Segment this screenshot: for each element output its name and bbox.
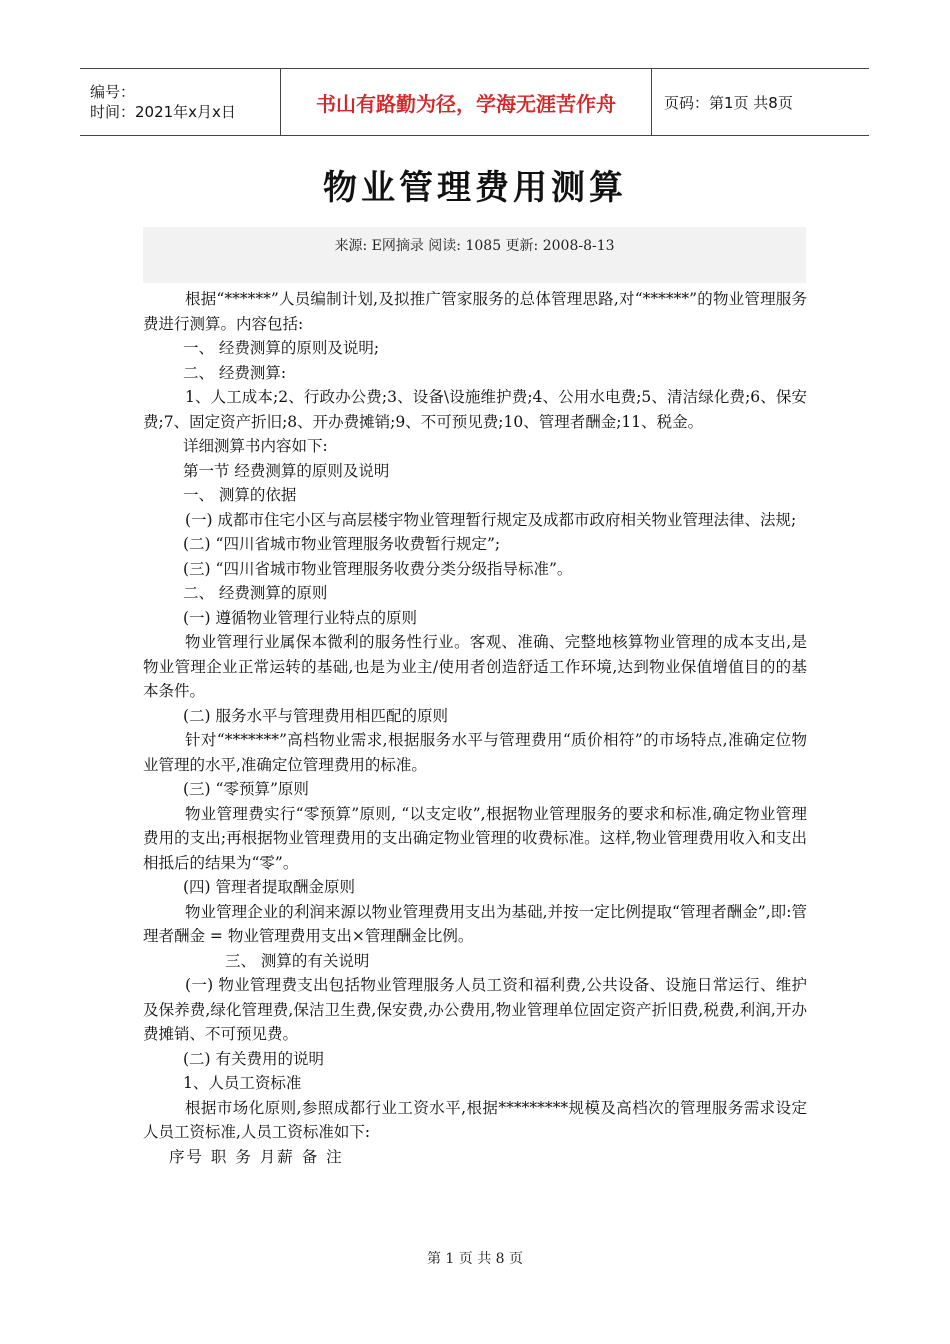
paragraph: (二) 服务水平与管理费用相匹配的原则 — [183, 706, 449, 725]
paragraph: 三、 测算的有关说明 — [225, 951, 370, 970]
paragraph: (三) “零预算”原则 — [183, 780, 309, 798]
document-body — [143, 287, 807, 1169]
source-info-box — [143, 227, 806, 283]
paragraph: 详细测算书内容如下: — [183, 437, 328, 455]
paragraph: 一、 测算的依据 — [183, 486, 297, 504]
paragraph: (一) 物业管理费支出包括物业管理服务人员工资和福利费,公共设备、设施日常运行、维护及保养费,绿化管理费,保洁卫生费,保安费,办公费用,物业管理单位固定资产折旧费,税费,利润,开办费摊销、不可预见费。 — [143, 976, 807, 1043]
source-line: 来源: E网摘录 阅读: 1085 更新: 2008-8-13 — [334, 238, 615, 254]
paragraph: (四) 管理者提取酬金原则 — [183, 878, 356, 896]
document-number: 编号： — [90, 83, 136, 101]
paragraph: 1、人工成本;2、行政办公费;3、设备\设施维护费;4、公用水电费;5、清洁绿化费;6、保安费;7、固定资产折旧;8、开办费摊销;9、不可预见费;10、管理者酬金;11、税金。 — [143, 388, 807, 431]
paragraph: 针对“*******”高档物业需求,根据服务水平与管理费用“质价相符”的市场特点,准确定位物业管理的水平,准确定位管理费用的标准。 — [143, 731, 807, 774]
paragraph: 二、 经费测算: — [183, 363, 287, 382]
header-meta — [80, 69, 281, 135]
document-header — [80, 68, 869, 136]
header-motto — [281, 69, 652, 135]
paragraph: 一、 经费测算的原则及说明; — [183, 339, 380, 357]
paragraph: 序号 职 务 月薪 备 注 — [169, 1147, 344, 1166]
page-info-text: 页码：第1页 共8页 — [664, 93, 793, 112]
paragraph: (二) 有关费用的说明 — [183, 1049, 325, 1068]
paragraph: 根据市场化原则,参照成都行业工资水平,根据*********规模及高档次的管理服务需求设定人员工资标准,人员工资标准如下: — [143, 1098, 807, 1141]
paragraph: 物业管理费实行“零预算”原则, “以支定收”,根据物业管理服务的要求和标准,确定物业管理费用的支出;再根据物业管理费用的支出确定物业管理的收费标准。这样,物业管理费用收入和支出相抵后的结果为“零”。 — [143, 804, 807, 872]
page-title: 物业管理费用测算 — [323, 168, 627, 208]
paragraph: (二) “四川省城市物业管理服务收费暂行规定”; — [183, 535, 501, 553]
motto-text: 书山有路勤为径，学海无涯苦作舟 — [316, 91, 616, 116]
paragraph: (一) 成都市住宅小区与高层楼宇物业管理暂行规定及成都市政府相关物业管理法律、法规; — [185, 510, 797, 529]
paragraph: 物业管理企业的利润来源以物业管理费用支出为基础,并按一定比例提取“管理者酬金”,即:管理者酬金 = 物业管理费用支出×管理酬金比例。 — [143, 902, 807, 945]
paragraph: 1、人员工资标准 — [183, 1074, 302, 1092]
page-footer: 第 1 页 共 8 页 — [426, 1251, 524, 1267]
paragraph: 根据“******”人员编制计划,及拟推广管家服务的总体管理思路,对“******”的物业管理服务费进行测算。内容包括: — [143, 290, 807, 333]
paragraph: 二、 经费测算的原则 — [183, 584, 328, 602]
header-page-info — [652, 69, 869, 135]
paragraph: 物业管理行业属保本微利的服务性行业。客观、准确、完整地核算物业管理的成本支出,是物业管理企业正常运转的基础,也是为业主/使用者创造舒适工作环境,达到物业保值增值目的的基本条件。 — [143, 633, 807, 700]
paragraph: (三) “四川省城市物业管理服务收费分类分级指导标准”。 — [183, 559, 573, 578]
paragraph: (一) 遵循物业管理行业特点的原则 — [183, 608, 418, 627]
document-date: 时间：2021年x月x日 — [90, 103, 236, 121]
paragraph: 第一节 经费测算的原则及说明 — [183, 461, 390, 480]
